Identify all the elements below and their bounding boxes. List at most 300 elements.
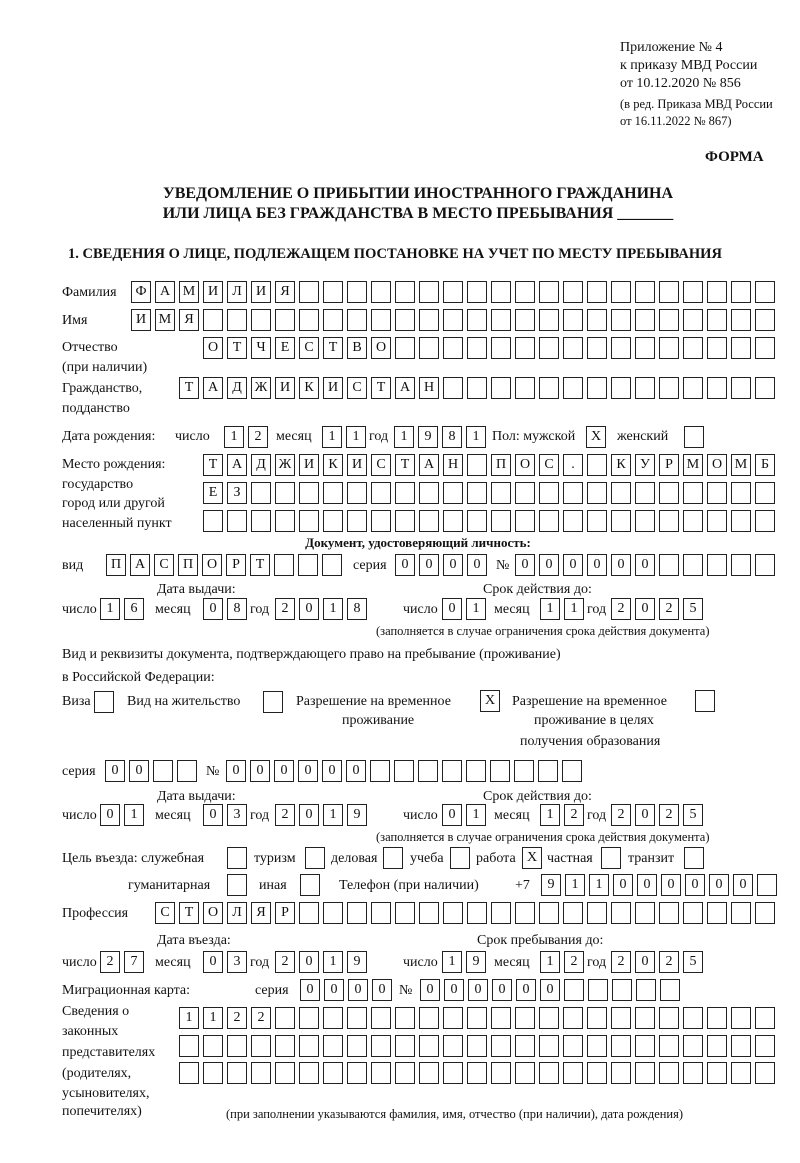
char-cell[interactable] [227,1035,247,1057]
right-valid-day-field[interactable] [442,804,486,826]
char-cell[interactable] [539,510,559,532]
char-cell[interactable] [611,1007,631,1029]
char-cell[interactable]: 0 [442,804,462,826]
char-cell[interactable] [514,760,534,782]
char-cell[interactable] [659,510,679,532]
char-cell[interactable]: 0 [324,979,344,1001]
char-cell[interactable] [467,1062,487,1084]
char-cell[interactable] [347,281,367,303]
char-cell[interactable]: Н [419,377,439,399]
char-cell[interactable] [322,554,342,576]
char-cell[interactable] [467,337,487,359]
char-cell[interactable]: 0 [492,979,512,1001]
char-cell[interactable] [563,1035,583,1057]
char-cell[interactable] [299,1062,319,1084]
char-cell[interactable] [755,482,775,504]
purpose-private-checkbox[interactable] [601,847,621,869]
char-cell[interactable] [395,482,415,504]
char-cell[interactable] [227,1062,247,1084]
char-cell[interactable]: 0 [516,979,536,1001]
char-cell[interactable] [683,510,703,532]
char-cell[interactable]: 8 [442,426,462,448]
char-cell[interactable]: 0 [443,554,463,576]
char-cell[interactable] [755,554,775,576]
char-cell[interactable]: С [347,377,367,399]
char-cell[interactable]: С [155,902,175,924]
char-cell[interactable]: 1 [442,951,462,973]
char-cell[interactable] [153,760,173,782]
char-cell[interactable] [371,1035,391,1057]
right-issue-year-field[interactable] [275,804,367,826]
char-cell[interactable] [611,1035,631,1057]
char-cell[interactable] [298,554,318,576]
char-cell[interactable] [419,1062,439,1084]
char-cell[interactable]: 1 [466,598,486,620]
profession-field[interactable] [155,902,775,924]
char-cell[interactable]: Ж [251,377,271,399]
id-issue-day-field[interactable] [100,598,144,620]
id-series-field[interactable] [395,554,487,576]
char-cell[interactable] [684,847,704,869]
char-cell[interactable]: 1 [323,804,343,826]
char-cell[interactable]: 0 [733,874,753,896]
char-cell[interactable] [539,1035,559,1057]
char-cell[interactable] [659,1062,679,1084]
char-cell[interactable]: Л [227,281,247,303]
char-cell[interactable]: У [635,454,655,476]
char-cell[interactable] [443,902,463,924]
char-cell[interactable] [563,1062,583,1084]
char-cell[interactable]: Я [179,309,199,331]
right-series-field[interactable] [105,760,197,782]
char-cell[interactable]: 0 [395,554,415,576]
char-cell[interactable]: К [323,454,343,476]
sex-female-checkbox[interactable] [684,426,704,448]
char-cell[interactable] [323,1062,343,1084]
char-cell[interactable]: 0 [685,874,705,896]
char-cell[interactable] [419,510,439,532]
purpose-official-checkbox[interactable] [227,847,247,869]
char-cell[interactable] [515,902,535,924]
char-cell[interactable]: Ф [131,281,151,303]
reps-field-1[interactable] [179,1007,775,1029]
char-cell[interactable] [395,1035,415,1057]
char-cell[interactable] [635,1007,655,1029]
char-cell[interactable] [538,760,558,782]
char-cell[interactable] [587,377,607,399]
char-cell[interactable] [731,482,751,504]
char-cell[interactable]: 1 [540,804,560,826]
char-cell[interactable] [683,902,703,924]
char-cell[interactable]: 2 [251,1007,271,1029]
char-cell[interactable]: 1 [394,426,414,448]
char-cell[interactable]: 0 [635,804,655,826]
char-cell[interactable] [683,337,703,359]
char-cell[interactable] [371,281,391,303]
char-cell[interactable]: Д [227,377,247,399]
char-cell[interactable]: 7 [124,951,144,973]
id-kind-field[interactable] [106,554,342,576]
char-cell[interactable]: Н [443,454,463,476]
char-cell[interactable]: 0 [299,951,319,973]
char-cell[interactable] [659,1007,679,1029]
char-cell[interactable]: 1 [224,426,244,448]
char-cell[interactable] [539,337,559,359]
char-cell[interactable] [515,309,535,331]
reps-field-2[interactable] [179,1035,775,1057]
char-cell[interactable] [755,510,775,532]
char-cell[interactable]: 0 [442,598,462,620]
char-cell[interactable] [450,847,470,869]
char-cell[interactable]: 9 [466,951,486,973]
char-cell[interactable]: 2 [248,426,268,448]
char-cell[interactable] [587,309,607,331]
char-cell[interactable] [395,510,415,532]
char-cell[interactable]: Л [227,902,247,924]
char-cell[interactable] [731,902,751,924]
char-cell[interactable] [179,1035,199,1057]
char-cell[interactable]: И [323,377,343,399]
entry-month-field[interactable] [203,951,247,973]
char-cell[interactable]: 2 [227,1007,247,1029]
char-cell[interactable]: 0 [129,760,149,782]
char-cell[interactable]: Е [275,337,295,359]
stay-month-field[interactable] [540,951,584,973]
char-cell[interactable] [755,377,775,399]
char-cell[interactable]: 0 [635,951,655,973]
id-issue-month-field[interactable] [203,598,247,620]
right-valid-year-field[interactable] [611,804,703,826]
char-cell[interactable] [563,510,583,532]
name-field[interactable] [131,309,775,331]
char-cell[interactable] [683,554,703,576]
patronymic-field[interactable] [203,337,775,359]
char-cell[interactable] [563,281,583,303]
char-cell[interactable]: В [347,337,367,359]
char-cell[interactable]: 0 [203,804,223,826]
char-cell[interactable] [515,1035,535,1057]
char-cell[interactable] [203,309,223,331]
char-cell[interactable] [443,337,463,359]
phone-field[interactable] [541,874,777,896]
char-cell[interactable] [612,979,632,1001]
char-cell[interactable] [323,1007,343,1029]
char-cell[interactable] [299,510,319,532]
char-cell[interactable] [300,874,320,896]
char-cell[interactable] [395,1007,415,1029]
char-cell[interactable]: 2 [275,598,295,620]
char-cell[interactable]: 1 [564,598,584,620]
char-cell[interactable]: С [154,554,174,576]
char-cell[interactable] [659,482,679,504]
char-cell[interactable]: О [371,337,391,359]
char-cell[interactable] [299,281,319,303]
char-cell[interactable] [371,482,391,504]
char-cell[interactable]: 1 [323,951,343,973]
char-cell[interactable] [179,1062,199,1084]
char-cell[interactable] [755,1062,775,1084]
char-cell[interactable] [299,1007,319,1029]
char-cell[interactable] [731,510,751,532]
id-valid-year-field[interactable] [611,598,703,620]
char-cell[interactable] [635,902,655,924]
char-cell[interactable]: 0 [539,554,559,576]
char-cell[interactable] [731,309,751,331]
char-cell[interactable] [515,281,535,303]
char-cell[interactable]: П [491,454,511,476]
char-cell[interactable] [539,902,559,924]
char-cell[interactable]: 1 [323,598,343,620]
char-cell[interactable]: О [202,554,222,576]
char-cell[interactable]: X [586,426,606,448]
char-cell[interactable]: Ч [251,337,271,359]
birthplace-field-3[interactable] [203,510,775,532]
char-cell[interactable] [395,337,415,359]
purpose-study-checkbox[interactable] [450,847,470,869]
char-cell[interactable]: А [227,454,247,476]
char-cell[interactable] [539,1007,559,1029]
char-cell[interactable]: С [539,454,559,476]
char-cell[interactable]: 0 [468,979,488,1001]
id-valid-day-field[interactable] [442,598,486,620]
char-cell[interactable] [611,309,631,331]
char-cell[interactable] [707,309,727,331]
char-cell[interactable]: 0 [105,760,125,782]
char-cell[interactable] [275,1062,295,1084]
char-cell[interactable]: 5 [683,598,703,620]
char-cell[interactable] [707,1007,727,1029]
char-cell[interactable]: Р [275,902,295,924]
char-cell[interactable]: А [419,454,439,476]
char-cell[interactable] [611,1062,631,1084]
right-issue-month-field[interactable] [203,804,247,826]
char-cell[interactable] [466,760,486,782]
char-cell[interactable] [371,1007,391,1029]
char-cell[interactable]: 2 [659,951,679,973]
reps-field-3[interactable] [179,1062,775,1084]
char-cell[interactable] [371,902,391,924]
char-cell[interactable] [491,902,511,924]
id-valid-month-field[interactable] [540,598,584,620]
char-cell[interactable] [491,377,511,399]
char-cell[interactable] [611,482,631,504]
char-cell[interactable] [587,1062,607,1084]
char-cell[interactable] [383,847,403,869]
char-cell[interactable] [419,337,439,359]
char-cell[interactable]: 0 [635,554,655,576]
char-cell[interactable]: П [178,554,198,576]
char-cell[interactable]: Е [203,482,223,504]
char-cell[interactable] [251,309,271,331]
char-cell[interactable] [587,1035,607,1057]
char-cell[interactable]: Я [275,281,295,303]
char-cell[interactable]: 0 [299,598,319,620]
char-cell[interactable]: 9 [418,426,438,448]
char-cell[interactable] [275,1035,295,1057]
char-cell[interactable]: 0 [348,979,368,1001]
char-cell[interactable] [515,337,535,359]
char-cell[interactable] [275,309,295,331]
surname-field[interactable] [131,281,775,303]
char-cell[interactable]: 0 [346,760,366,782]
char-cell[interactable] [684,426,704,448]
char-cell[interactable]: Р [659,454,679,476]
char-cell[interactable] [443,1035,463,1057]
char-cell[interactable] [563,309,583,331]
char-cell[interactable] [395,309,415,331]
char-cell[interactable] [490,760,510,782]
char-cell[interactable] [491,337,511,359]
char-cell[interactable]: 1 [100,598,120,620]
char-cell[interactable]: С [299,337,319,359]
char-cell[interactable] [683,1035,703,1057]
char-cell[interactable] [227,847,247,869]
char-cell[interactable]: С [371,454,391,476]
char-cell[interactable]: 0 [100,804,120,826]
char-cell[interactable]: X [480,690,500,712]
char-cell[interactable] [563,902,583,924]
char-cell[interactable] [695,690,715,712]
entry-day-field[interactable] [100,951,144,973]
char-cell[interactable] [443,309,463,331]
char-cell[interactable] [757,874,777,896]
char-cell[interactable] [539,377,559,399]
char-cell[interactable]: 0 [322,760,342,782]
char-cell[interactable]: 0 [661,874,681,896]
char-cell[interactable] [299,309,319,331]
char-cell[interactable] [467,454,487,476]
char-cell[interactable]: 6 [124,598,144,620]
char-cell[interactable] [587,281,607,303]
char-cell[interactable]: Б [755,454,775,476]
char-cell[interactable]: 2 [100,951,120,973]
char-cell[interactable] [251,510,271,532]
char-cell[interactable] [659,554,679,576]
char-cell[interactable] [371,309,391,331]
char-cell[interactable] [467,309,487,331]
char-cell[interactable]: И [251,281,271,303]
char-cell[interactable]: 0 [587,554,607,576]
char-cell[interactable]: М [731,454,751,476]
purpose-transit-checkbox[interactable] [684,847,704,869]
char-cell[interactable] [636,979,656,1001]
char-cell[interactable] [299,902,319,924]
char-cell[interactable] [251,1062,271,1084]
char-cell[interactable] [588,979,608,1001]
char-cell[interactable]: П [106,554,126,576]
char-cell[interactable] [731,337,751,359]
char-cell[interactable] [323,281,343,303]
char-cell[interactable] [347,1035,367,1057]
char-cell[interactable] [419,1035,439,1057]
char-cell[interactable] [275,510,295,532]
char-cell[interactable] [683,1007,703,1029]
citizenship-field[interactable] [179,377,775,399]
char-cell[interactable]: А [395,377,415,399]
char-cell[interactable]: 2 [611,951,631,973]
char-cell[interactable] [418,760,438,782]
char-cell[interactable]: 1 [124,804,144,826]
char-cell[interactable]: О [515,454,535,476]
char-cell[interactable] [755,337,775,359]
char-cell[interactable] [611,902,631,924]
id-number-field[interactable] [515,554,775,576]
char-cell[interactable] [323,510,343,532]
char-cell[interactable] [227,510,247,532]
char-cell[interactable] [539,281,559,303]
char-cell[interactable]: Т [250,554,270,576]
char-cell[interactable] [587,337,607,359]
char-cell[interactable] [467,1035,487,1057]
char-cell[interactable] [611,377,631,399]
char-cell[interactable]: 0 [372,979,392,1001]
char-cell[interactable] [707,1062,727,1084]
char-cell[interactable]: 1 [466,426,486,448]
char-cell[interactable] [659,281,679,303]
mc-series-field[interactable] [300,979,392,1001]
char-cell[interactable]: 0 [709,874,729,896]
char-cell[interactable]: 0 [467,554,487,576]
birthplace-field-1[interactable] [203,454,775,476]
char-cell[interactable]: И [275,377,295,399]
char-cell[interactable]: М [155,309,175,331]
char-cell[interactable] [394,760,414,782]
sex-male-checkbox[interactable] [586,426,606,448]
char-cell[interactable] [443,377,463,399]
char-cell[interactable] [563,1007,583,1029]
char-cell[interactable]: . [563,454,583,476]
char-cell[interactable] [659,309,679,331]
char-cell[interactable]: 2 [611,598,631,620]
char-cell[interactable] [707,902,727,924]
char-cell[interactable]: 0 [637,874,657,896]
char-cell[interactable]: 2 [275,804,295,826]
char-cell[interactable]: М [179,281,199,303]
char-cell[interactable] [731,554,751,576]
char-cell[interactable] [395,281,415,303]
char-cell[interactable] [491,1007,511,1029]
char-cell[interactable]: 5 [683,804,703,826]
char-cell[interactable] [347,1062,367,1084]
char-cell[interactable] [467,902,487,924]
char-cell[interactable] [467,1007,487,1029]
char-cell[interactable] [562,760,582,782]
char-cell[interactable] [305,847,325,869]
char-cell[interactable]: Т [371,377,391,399]
char-cell[interactable] [491,309,511,331]
char-cell[interactable] [227,309,247,331]
char-cell[interactable] [635,482,655,504]
char-cell[interactable] [323,482,343,504]
right-valid-month-field[interactable] [540,804,584,826]
char-cell[interactable] [443,281,463,303]
char-cell[interactable] [491,1035,511,1057]
char-cell[interactable] [731,377,751,399]
char-cell[interactable] [467,482,487,504]
purpose-humanitarian-checkbox[interactable] [227,874,247,896]
char-cell[interactable] [683,377,703,399]
char-cell[interactable]: М [683,454,703,476]
char-cell[interactable]: Т [203,454,223,476]
char-cell[interactable] [683,482,703,504]
char-cell[interactable]: Р [226,554,246,576]
edu-permit-checkbox[interactable] [695,690,715,712]
right-number-field[interactable] [226,760,582,782]
char-cell[interactable]: И [347,454,367,476]
char-cell[interactable] [659,1035,679,1057]
char-cell[interactable]: 2 [564,804,584,826]
char-cell[interactable] [370,760,390,782]
